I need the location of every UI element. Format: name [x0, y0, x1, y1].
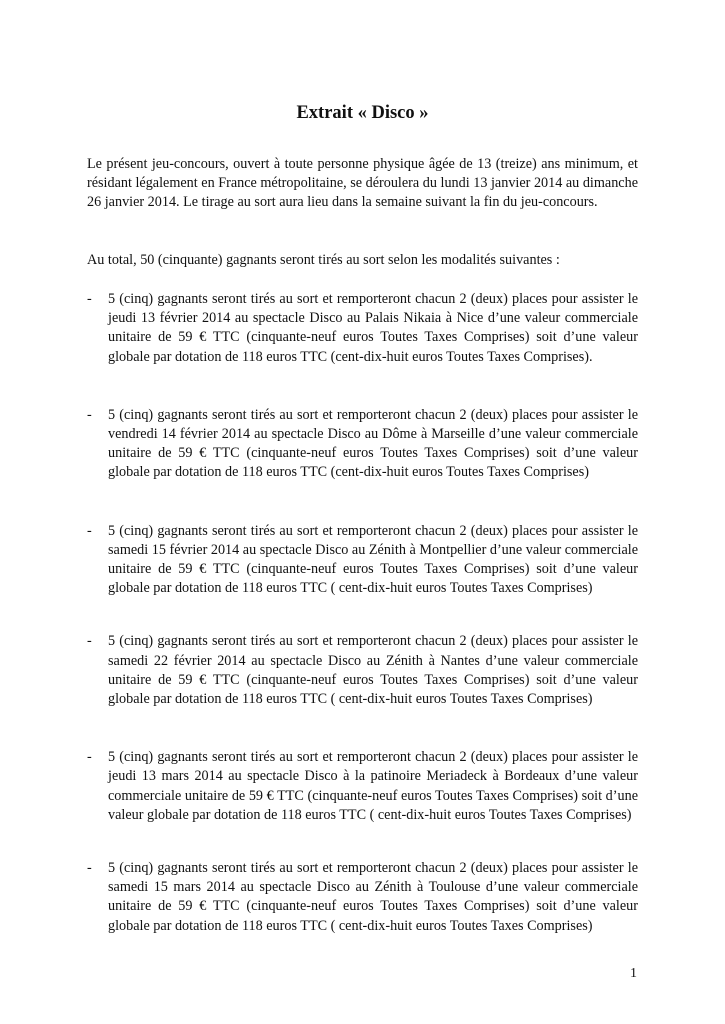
list-item — [87, 632, 638, 709]
document-title: Extrait « Disco » — [296, 103, 429, 123]
list-item — [87, 748, 638, 825]
prize-list — [87, 290, 638, 975]
summary-paragraph: Au total, 50 (cinquante) gagnants seront tirés au sort selon les modalités suivantes : — [87, 252, 560, 268]
bullet-dash: - — [87, 406, 92, 423]
list-item-text: 5 (cinq) gagnants seront tirés au sort et remporteront chacun 2 (deux) places pour assister le samedi 22 février 2014 au spectacle Disco au Zénith à Nantes d’une valeur commerciale unitaire de 59 € TTC (cinquante-neuf euros Toutes Taxes Comprises) soit d’une valeur globale par dotation de 118 euros TTC ( cent-dix-huit euros Toutes Taxes Comprises) — [108, 633, 638, 708]
list-item-text: 5 (cinq) gagnants seront tirés au sort et remporteront chacun 2 (deux) places pour assister le samedi 15 mars 2014 au spectacle Disco au Zénith à Toulouse d’une valeur commerciale unitaire de 59 € TTC (cinquante-neuf euros Toutes Taxes Comprises) soit d’une valeur globale par dotation de 118 euros TTC ( cent-dix-huit euros Toutes Taxes Comprises) — [108, 860, 638, 934]
list-item-text: 5 (cinq) gagnants seront tirés au sort et remporteront chacun 2 (deux) places pour assister le vendredi 14 février 2014 au spectacle Disco au Dôme à Marseille d’une valeur commerciale unitaire de 59 € TTC (cinquante-neuf euros Toutes Taxes Comprises) soit d’une valeur globale par dotation de 118 euros TTC (cent-dix-huit euros Toutes Taxes Comprises) — [108, 406, 638, 481]
page-number: 1 — [630, 966, 637, 981]
list-item-text: 5 (cinq) gagnants seront tirés au sort et remporteront chacun 2 (deux) places pour assister le jeudi 13 mars 2014 au spectacle Disco à la patinoire Meriadeck à Bordeaux d’une valeur commerciale unitaire de 59 € TTC (cinquante-neuf euros Toutes Taxes Comprises) soit d’une valeur globale par dotation de 118 euros TTC ( cent-dix-huit euros Toutes Taxes Comprises) — [108, 749, 638, 823]
list-item — [87, 522, 638, 599]
bullet-dash: - — [87, 633, 92, 650]
list-item-text: 5 (cinq) gagnants seront tirés au sort et remporteront chacun 2 (deux) places pour assister le jeudi 13 février 2014 au spectacle Disco au Palais Nikaia à Nice d’une valeur commerciale unitaire de 59 € TTC (cinquante-neuf euros Toutes Taxes Comprises) soit d’une valeur globale par dotation de 118 euros TTC (cent-dix-huit euros Toutes Taxes Comprises). — [108, 291, 638, 365]
bullet-dash: - — [87, 749, 92, 766]
bullet-dash: - — [87, 522, 92, 539]
list-item-text: 5 (cinq) gagnants seront tirés au sort et remporteront chacun 2 (deux) places pour assister le samedi 15 février 2014 au spectacle Disco au Zénith à Montpellier d’une valeur commerciale unitaire de 59 € TTC (cinquante-neuf euros Toutes Taxes Comprises) soit d’une valeur globale par dotation de 118 euros TTC ( cent-dix-huit euros Toutes Taxes Comprises) — [108, 522, 638, 597]
bullet-dash: - — [87, 860, 92, 877]
bullet-dash: - — [87, 291, 92, 307]
list-item — [87, 406, 638, 483]
list-item — [87, 859, 638, 936]
list-item — [87, 290, 638, 367]
intro-paragraph: Le présent jeu-concours, ouvert à toute personne physique âgée de 13 (treize) ans minimum, et résidant légalement en France métropolitaine, se déroulera du lundi 13 janvier 2014 au dimanche 26 janvier 2014. Le tirage au sort aura lieu dans la semaine suivant la fin du jeu-concours. — [87, 156, 638, 211]
